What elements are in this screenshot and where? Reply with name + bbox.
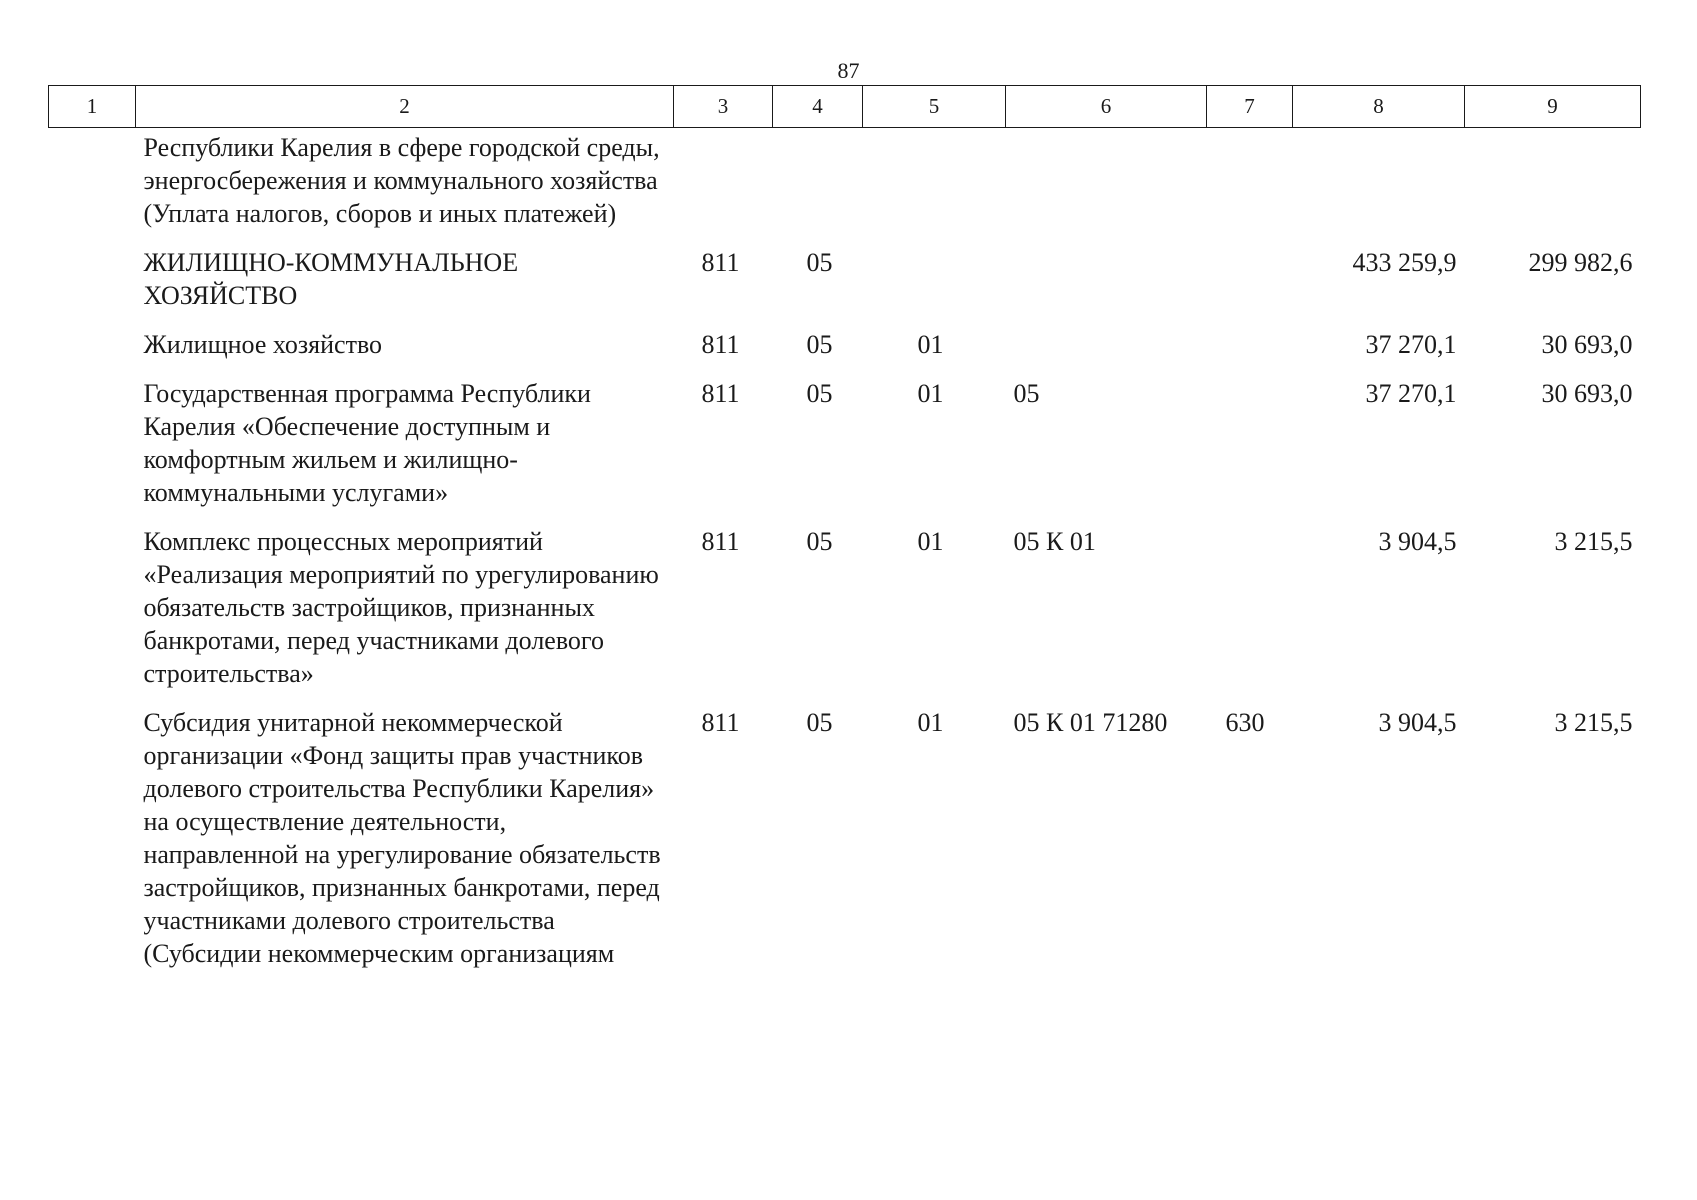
row-number-cell bbox=[49, 706, 136, 986]
table-row bbox=[49, 328, 1641, 377]
row-razdel: 05 bbox=[806, 708, 833, 737]
header-col-7: 7 bbox=[1207, 86, 1293, 128]
row-razdel bbox=[773, 128, 863, 247]
row-podrazdel: 01 bbox=[917, 379, 944, 408]
page-number: 87 bbox=[837, 58, 860, 83]
row-sum-col9: 299 982,6 bbox=[1528, 248, 1633, 277]
row-number-cell bbox=[49, 128, 136, 247]
header-row bbox=[49, 86, 1641, 128]
row-grbs: 811 bbox=[701, 248, 740, 277]
row-name: Жилищное хозяйство bbox=[143, 330, 383, 359]
header-col-5: 5 bbox=[863, 86, 1006, 128]
row-grbs: 811 bbox=[701, 708, 740, 737]
row-csr: 05 К 01 71280 bbox=[1013, 708, 1168, 737]
row-sum-col9: 3 215,5 bbox=[1554, 708, 1633, 737]
row-name: Комплекс процессных мероприятий «Реализация мероприятий по урегулированию обязательств застройщиков, признанных банкротами, перед участниками долевого строительства» bbox=[143, 527, 659, 688]
row-name: ЖИЛИЩНО-КОММУНАЛЬНОЕ ХОЗЯЙСТВО bbox=[143, 248, 519, 310]
row-sum-col8: 37 270,1 bbox=[1365, 379, 1457, 408]
table-header bbox=[49, 86, 1641, 128]
budget-table bbox=[48, 85, 1641, 986]
table-row bbox=[49, 706, 1641, 986]
row-podrazdel bbox=[863, 246, 1006, 328]
row-podrazdel: 01 bbox=[917, 708, 944, 737]
row-sum-col8: 37 270,1 bbox=[1365, 330, 1457, 359]
row-sum-col9: 3 215,5 bbox=[1554, 527, 1633, 556]
row-razdel: 05 bbox=[806, 330, 833, 359]
row-vr bbox=[1207, 377, 1293, 525]
row-sum-col8: 3 904,5 bbox=[1378, 527, 1457, 556]
row-csr: 05 bbox=[1013, 379, 1040, 408]
row-vr: 630 bbox=[1225, 708, 1265, 737]
row-grbs: 811 bbox=[701, 379, 740, 408]
row-podrazdel bbox=[863, 128, 1006, 247]
header-col-6: 6 bbox=[1006, 86, 1207, 128]
table-row bbox=[49, 525, 1641, 706]
row-sum-col8 bbox=[1293, 128, 1465, 247]
row-razdel: 05 bbox=[806, 248, 833, 277]
table-row bbox=[49, 377, 1641, 525]
row-number-cell bbox=[49, 328, 136, 377]
row-sum-col8: 433 259,9 bbox=[1352, 248, 1457, 277]
row-vr bbox=[1207, 128, 1293, 247]
row-vr bbox=[1207, 328, 1293, 377]
row-sum-col9: 30 693,0 bbox=[1541, 379, 1633, 408]
row-name: Республики Карелия в сфере городской среды, энергосбережения и коммунального хозяйства (Уплата налогов, сборов и иных платежей) bbox=[143, 133, 660, 228]
header-col-1: 1 bbox=[49, 86, 136, 128]
header-col-3: 3 bbox=[674, 86, 773, 128]
header-col-4: 4 bbox=[773, 86, 863, 128]
row-number-cell bbox=[49, 246, 136, 328]
row-podrazdel: 01 bbox=[917, 330, 944, 359]
row-number-cell bbox=[49, 525, 136, 706]
row-csr bbox=[1006, 328, 1207, 377]
row-sum-col9 bbox=[1465, 128, 1641, 247]
row-csr: 05 К 01 bbox=[1013, 527, 1096, 556]
row-csr bbox=[1006, 246, 1207, 328]
table-row bbox=[49, 246, 1641, 328]
table-row bbox=[49, 128, 1641, 247]
row-csr bbox=[1006, 128, 1207, 247]
row-vr bbox=[1207, 525, 1293, 706]
row-vr bbox=[1207, 246, 1293, 328]
header-col-9: 9 bbox=[1465, 86, 1641, 128]
row-sum-col9: 30 693,0 bbox=[1541, 330, 1633, 359]
header-col-8: 8 bbox=[1293, 86, 1465, 128]
row-name: Государственная программа Республики Карелия «Обеспечение доступным и комфортным жильем и жилищно-коммунальными услугами» bbox=[143, 379, 591, 507]
row-number-cell bbox=[49, 377, 136, 525]
row-grbs: 811 bbox=[701, 330, 740, 359]
row-sum-col8: 3 904,5 bbox=[1378, 708, 1457, 737]
table-body bbox=[49, 128, 1641, 987]
row-razdel: 05 bbox=[806, 379, 833, 408]
row-name: Субсидия унитарной некоммерческой организации «Фонд защиты прав участников долевого строительства Республики Карелия» на осуществление деятельности, направленной на урегулирование обязательств застройщиков, признанных банкротами, перед участниками долевого строительства (Субсидии некоммерческим организациям bbox=[143, 708, 661, 968]
row-grbs: 811 bbox=[701, 527, 740, 556]
header-col-2: 2 bbox=[136, 86, 674, 128]
row-podrazdel: 01 bbox=[917, 527, 944, 556]
row-grbs bbox=[674, 128, 773, 247]
row-razdel: 05 bbox=[806, 527, 833, 556]
